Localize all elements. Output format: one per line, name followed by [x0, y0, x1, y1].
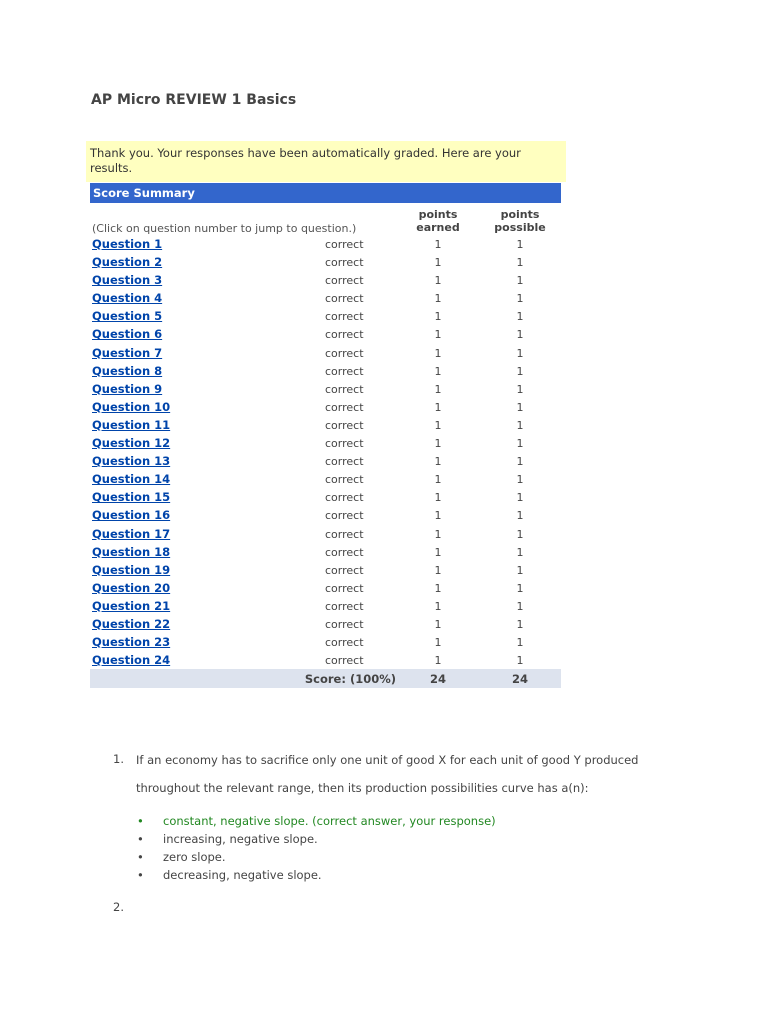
score-total-row	[90, 669, 561, 688]
question-text: If an economy has to sacrifice only one unit of good X for each unit of good Y produced throughout the relevant range, then its production possibilities curve has a(n):	[136, 753, 639, 795]
points-earned: 1	[434, 545, 442, 559]
points-earned: 1	[434, 509, 442, 523]
question-link[interactable]: Question 3	[92, 273, 163, 288]
status-text: correct	[325, 491, 364, 505]
status-text: correct	[325, 545, 364, 559]
question-link[interactable]: Question 5	[92, 309, 163, 324]
points-possible: 1	[516, 455, 524, 469]
table-row	[90, 271, 561, 289]
points-earned: 1	[434, 364, 442, 378]
bullet-icon: •	[137, 850, 144, 864]
table-row	[90, 307, 561, 325]
question-link[interactable]: Question 4	[92, 291, 163, 306]
table-row	[90, 597, 561, 615]
status-text: correct	[325, 581, 364, 595]
question-link[interactable]: Question 19	[92, 562, 171, 577]
points-earned: 1	[434, 292, 442, 306]
points-possible: 1	[516, 636, 524, 650]
status-text: correct	[325, 437, 364, 451]
points-earned: 1	[434, 491, 442, 505]
points-possible: 1	[516, 581, 524, 595]
points-earned: 1	[434, 328, 442, 342]
points-possible: 1	[516, 473, 524, 487]
table-row	[90, 253, 561, 271]
status-text: correct	[325, 382, 364, 396]
table-row	[90, 452, 561, 470]
table-row	[90, 362, 561, 380]
status-text: correct	[325, 636, 364, 650]
question-number: 2.	[113, 900, 124, 914]
question-link[interactable]: Question 2	[92, 255, 163, 270]
points-earned: 1	[434, 400, 442, 414]
points-earned: 1	[434, 256, 442, 270]
graded-notice: Thank you. Your responses have been automatically graded. Here are your results.	[86, 141, 566, 182]
answer-list	[136, 812, 496, 884]
status-text: correct	[325, 527, 364, 541]
question-link[interactable]: Question 12	[92, 436, 171, 451]
table-row	[90, 398, 561, 416]
status-text: correct	[325, 310, 364, 324]
points-possible: 1	[516, 527, 524, 541]
bullet-icon: •	[137, 868, 144, 882]
points-earned: 1	[434, 346, 442, 360]
points-earned: 1	[434, 617, 442, 631]
points-possible-header: points possible	[494, 208, 546, 234]
table-row	[90, 470, 561, 488]
score-possible: 24	[511, 672, 528, 687]
points-possible: 1	[516, 654, 524, 668]
status-text: correct	[325, 473, 364, 487]
score-summary-table	[90, 183, 561, 688]
points-possible: 1	[516, 563, 524, 577]
points-possible: 1	[516, 617, 524, 631]
points-earned: 1	[434, 418, 442, 432]
points-earned: 1	[434, 654, 442, 668]
table-row	[90, 235, 561, 253]
status-text: correct	[325, 328, 364, 342]
points-possible: 1	[516, 364, 524, 378]
answer-option	[136, 848, 496, 866]
points-possible: 1	[516, 509, 524, 523]
status-text: correct	[325, 238, 364, 251]
table-row	[90, 344, 561, 362]
status-text: correct	[325, 654, 364, 668]
points-earned: 1	[434, 636, 442, 650]
score-summary-header: Score Summary	[90, 183, 561, 203]
jump-hint: (Click on question number to jump to question.)	[92, 222, 357, 235]
table-row	[90, 651, 561, 669]
table-row	[90, 416, 561, 434]
answer-text: increasing, negative slope.	[163, 832, 318, 846]
points-earned-header: points earned	[416, 208, 460, 234]
question-link[interactable]: Question 8	[92, 363, 163, 378]
points-earned: 1	[434, 310, 442, 324]
points-earned: 1	[434, 563, 442, 577]
points-possible: 1	[516, 418, 524, 432]
points-earned: 1	[434, 527, 442, 541]
points-possible: 1	[516, 545, 524, 559]
points-possible: 1	[516, 437, 524, 451]
points-possible: 1	[516, 310, 524, 324]
answer-option	[136, 812, 496, 830]
answer-text: decreasing, negative slope.	[163, 868, 322, 882]
points-earned: 1	[434, 382, 442, 396]
table-row	[90, 325, 561, 343]
status-text: correct	[325, 346, 364, 360]
points-possible: 1	[516, 274, 524, 288]
score-label: Score: (100%)	[304, 672, 396, 687]
status-text: correct	[325, 509, 364, 523]
table-row	[90, 633, 561, 651]
question-link[interactable]: Question 9	[92, 381, 163, 396]
answer-text: zero slope.	[163, 850, 226, 864]
points-earned: 1	[434, 455, 442, 469]
status-text: correct	[325, 455, 364, 469]
question-link[interactable]: Question 13	[92, 454, 171, 469]
status-text: correct	[325, 292, 364, 306]
status-text: correct	[325, 617, 364, 631]
table-row	[90, 579, 561, 597]
question-link[interactable]: Question 6	[92, 327, 163, 342]
points-possible: 1	[516, 400, 524, 414]
status-text: correct	[325, 563, 364, 577]
question-link[interactable]: Question 11	[92, 417, 171, 432]
question-number: 1.	[113, 752, 124, 766]
answer-text: constant, negative slope. (correct answer, your response)	[163, 814, 496, 828]
question-link[interactable]: Question 15	[92, 490, 171, 505]
question-link[interactable]: Question 23	[92, 635, 171, 650]
bullet-icon: •	[137, 832, 144, 846]
page-title: AP Micro REVIEW 1 Basics	[91, 92, 297, 108]
question-link[interactable]: Question 20	[92, 580, 171, 595]
points-earned: 1	[434, 599, 442, 613]
points-earned: 1	[434, 437, 442, 451]
question-link[interactable]: Question 24	[92, 653, 171, 668]
table-row	[90, 434, 561, 452]
points-possible: 1	[516, 256, 524, 270]
points-earned: 1	[434, 581, 442, 595]
points-possible: 1	[516, 328, 524, 342]
bullet-icon: •	[137, 814, 144, 828]
points-possible: 1	[516, 292, 524, 306]
points-earned: 1	[434, 238, 442, 251]
question-link[interactable]: Question 16	[92, 508, 171, 523]
points-earned: 1	[434, 473, 442, 487]
status-text: correct	[325, 418, 364, 432]
question-link[interactable]: Question 1	[92, 237, 163, 251]
table-row	[90, 615, 561, 633]
points-possible: 1	[516, 346, 524, 360]
table-row	[90, 543, 561, 561]
status-text: correct	[325, 599, 364, 613]
status-text: correct	[325, 400, 364, 414]
question-link[interactable]: Question 14	[92, 472, 171, 487]
question-2	[113, 900, 124, 914]
table-row	[90, 506, 561, 524]
table-row	[90, 488, 561, 506]
table-row	[90, 561, 561, 579]
table-row	[90, 289, 561, 307]
points-possible: 1	[516, 491, 524, 505]
answer-option	[136, 830, 496, 848]
question-rows	[90, 235, 561, 669]
question-link[interactable]: Question 22	[92, 616, 171, 631]
question-link[interactable]: Question 18	[92, 544, 171, 559]
score-earned: 24	[429, 672, 446, 687]
question-link[interactable]: Question 17	[92, 526, 171, 541]
answer-option	[136, 866, 496, 884]
points-possible: 1	[516, 238, 524, 251]
status-text: correct	[325, 364, 364, 378]
points-possible: 1	[516, 599, 524, 613]
question-link[interactable]: Question 10	[92, 399, 171, 414]
status-text: correct	[325, 256, 364, 270]
table-row	[90, 525, 561, 543]
status-text: correct	[325, 274, 364, 288]
points-earned: 1	[434, 274, 442, 288]
points-possible: 1	[516, 382, 524, 396]
question-link[interactable]: Question 21	[92, 598, 171, 613]
table-row	[90, 380, 561, 398]
question-link[interactable]: Question 7	[92, 345, 163, 360]
column-headers	[90, 203, 561, 235]
